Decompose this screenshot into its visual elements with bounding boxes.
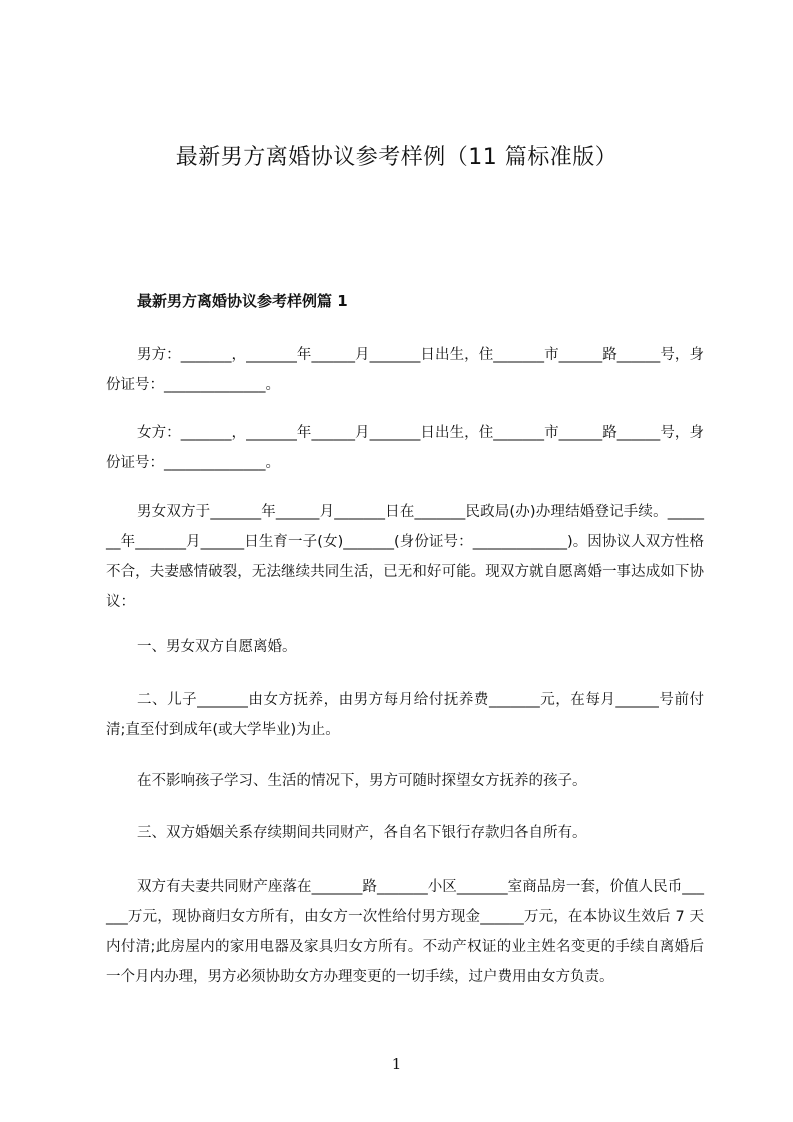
paragraph-marriage: 男女双方于_______年______月_______日在_______民政局(办)办理结婚登记手续。_______年_______月______日生育一子(女)_______(身份证号：_____________)。因协议人双方性格不合，夫妻感情破裂，无法继续共同生活，已无和好可能。现双方就自愿离婚一事达成如下协议： [106,504,704,610]
page-number: 1 [391,1055,402,1073]
paragraph-husband: 男方：_______，_______年______月_______日出生，住_______市______路______号，身份证号：______________。 [106,347,704,393]
paragraph-clause-1: 一、男女双方自愿离婚。 [137,639,297,655]
paragraph-visitation: 在不影响孩子学习、生活的情况下，男方可随时探望女方抚养的孩子。 [137,773,587,789]
paragraph-property: 双方有夫妻共同财产座落在_______路_______小区_______室商品房一套，价值人民币______万元，现协商归女方所有，由女方一次性给付男方现金______万元，在本协议生效后 7 天内付清;此房屋内的家用电器及家具归女方所有。不动产权证的业主姓名变更的手续自离婚后一个月内办理，男方必须协助女方办理变更的一切手续，过户费用由女方负责。 [106,879,704,985]
section-heading: 最新男方离婚协议参考样例篇 1 [137,292,348,310]
paragraph-clause-3: 三、双方婚姻关系存续期间共同财产，各自名下银行存款归各自所有。 [137,825,587,841]
paragraph-wife: 女方：_______，_______年______月_______日出生，住_______市______路______号，身份证号：______________。 [106,425,704,471]
paragraph-clause-2: 二、儿子_______由女方抚养，由男方每月给付抚养费_______元，在每月______号前付清;直至付到成年(或大学毕业)为止。 [106,692,704,738]
document-title: 最新男方离婚协议参考样例（11 篇标准版） [175,145,618,170]
